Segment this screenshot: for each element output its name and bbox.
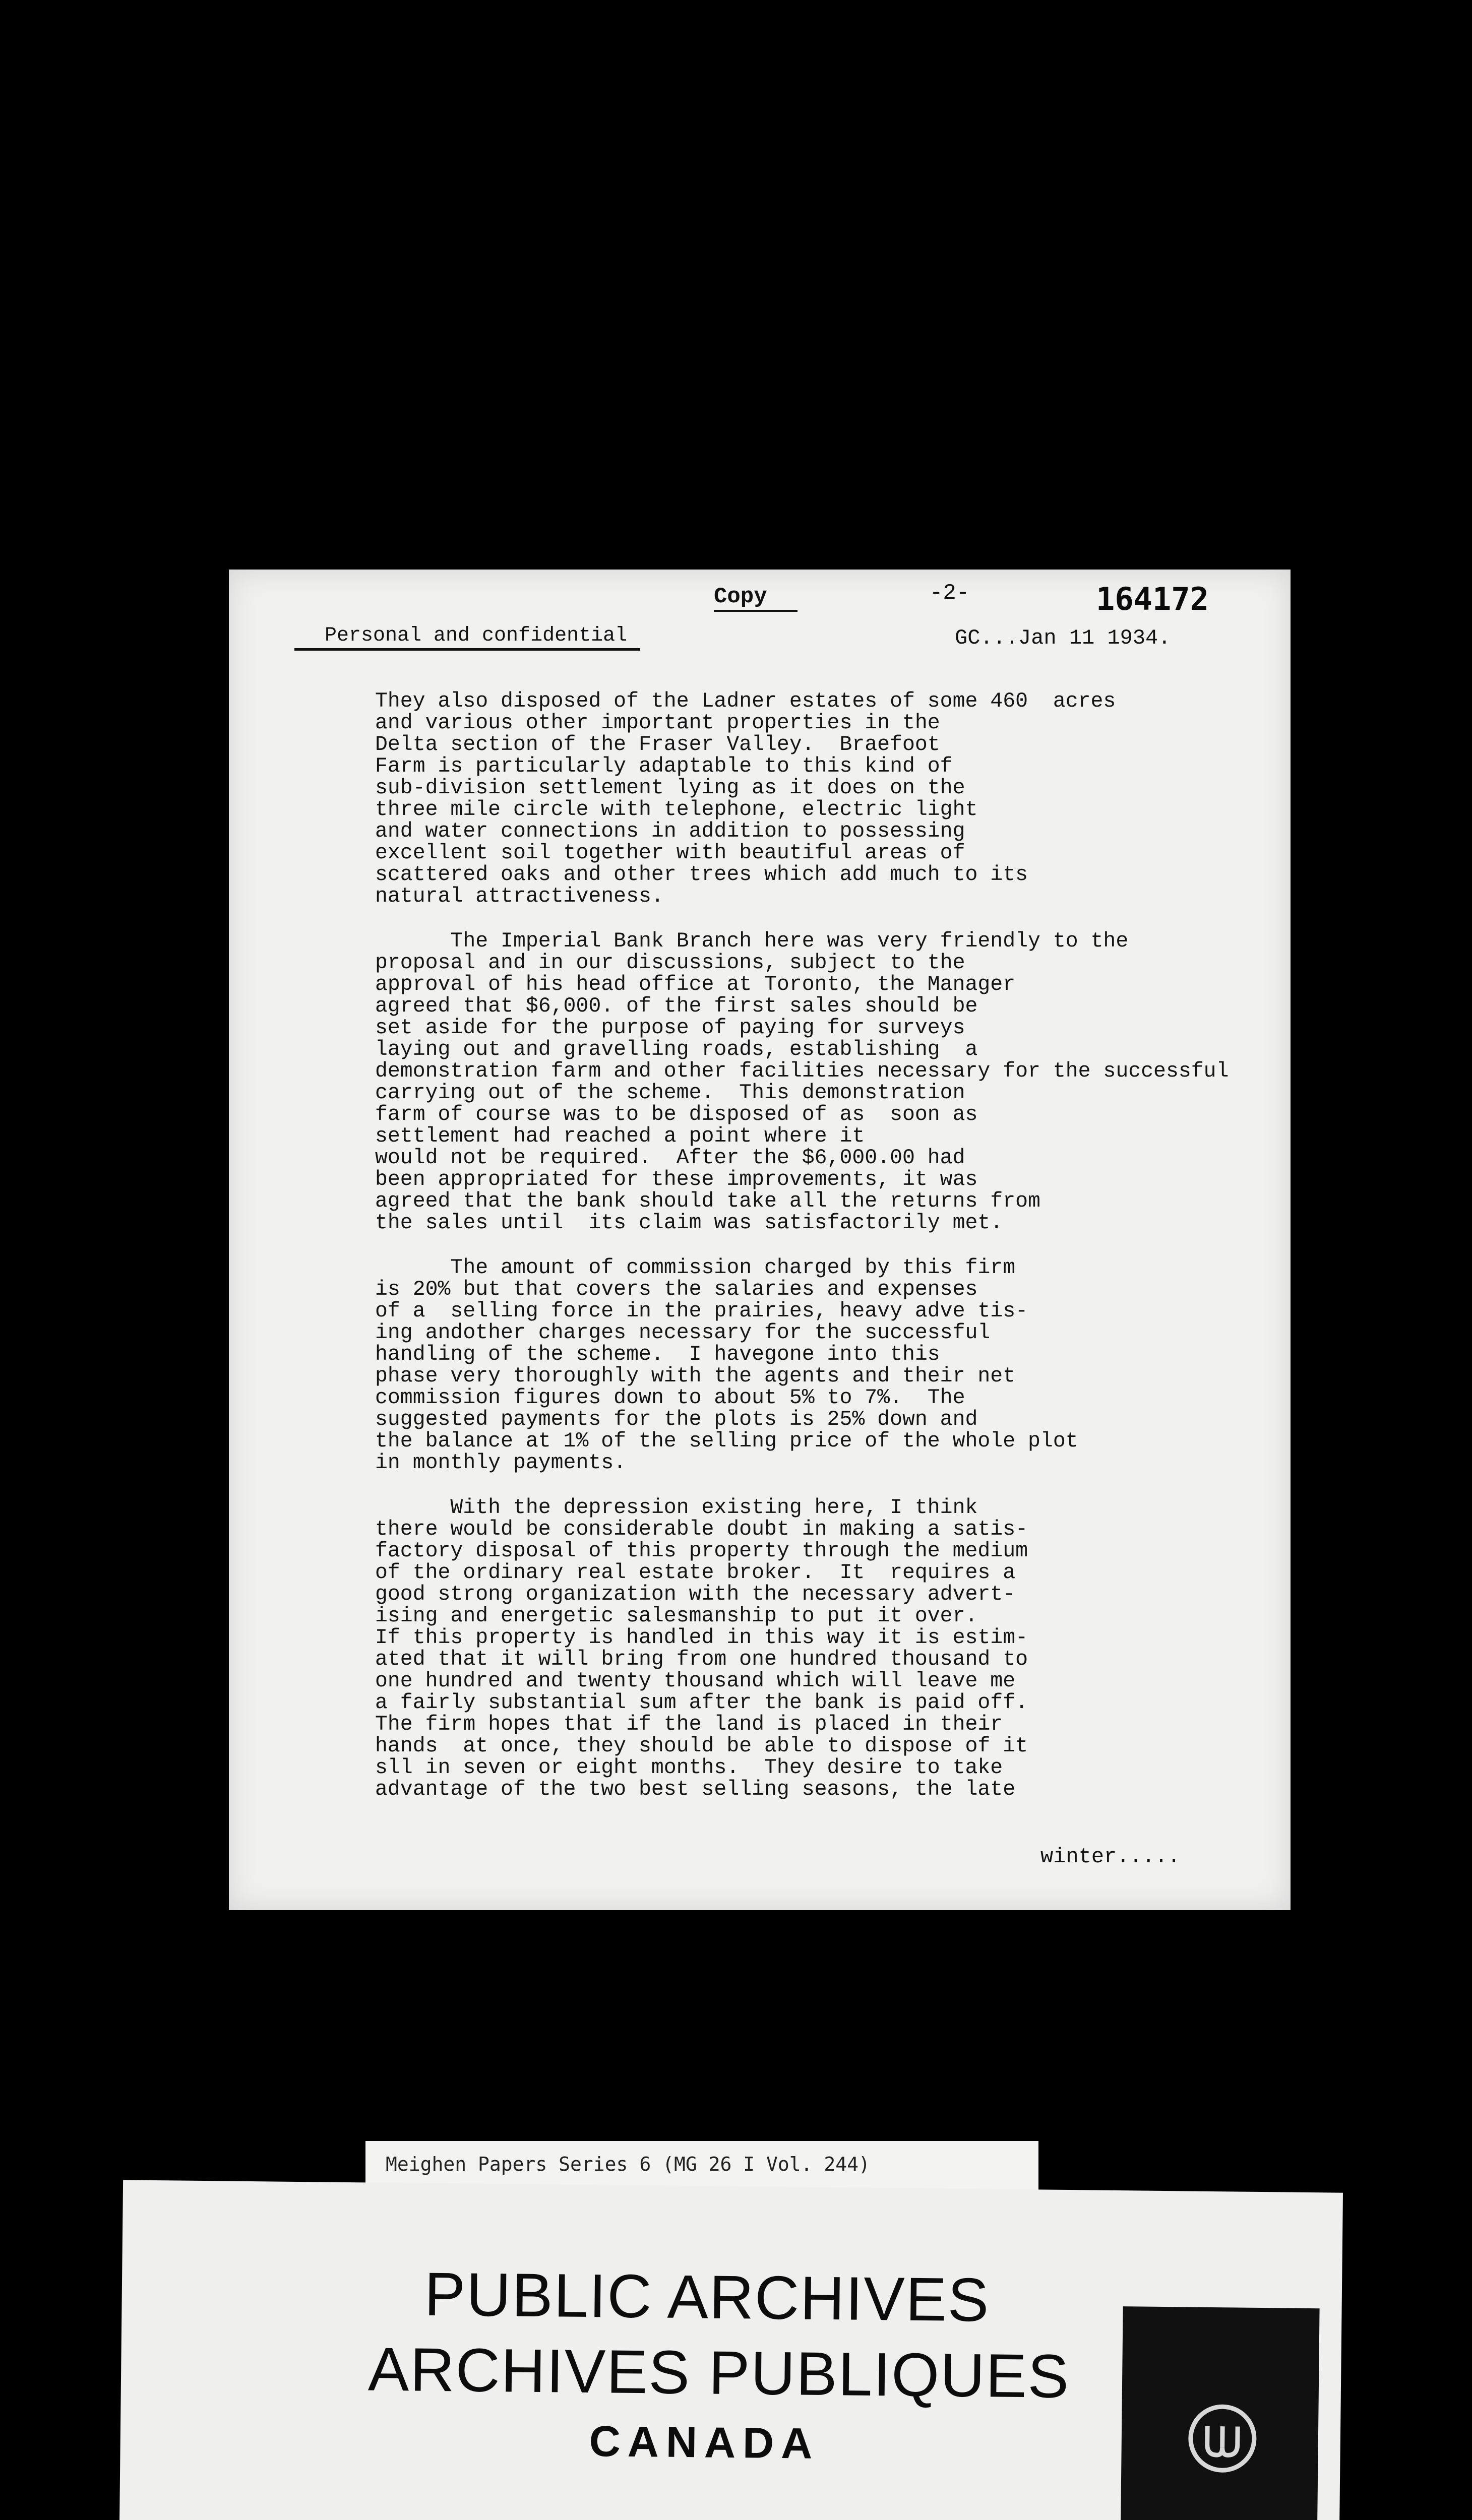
text-line: a fairly substantial sum after the bank is paid off.: [375, 1691, 1028, 1715]
page-number: -2-: [930, 581, 970, 606]
text-line: commission figures down to about 5% to 7%. The: [375, 1386, 965, 1410]
text-line: there would be considerable doubt in making a satis-: [375, 1518, 1028, 1541]
text-line: The Imperial Bank Branch here was very friendly to the: [375, 929, 1129, 953]
text-line: and water connections in addition to possessing: [375, 820, 965, 843]
text-line: natural attractiveness.: [375, 885, 664, 908]
text-line: carrying out of the scheme. This demonstration: [375, 1081, 965, 1105]
text-line: approval of his head office at Toronto, the Manager: [375, 973, 1016, 996]
text-line: ated that it will bring from one hundred thousand to: [375, 1648, 1028, 1671]
text-line: Farm is particularly adaptable to this kind of: [375, 754, 953, 778]
text-line: one hundred and twenty thousand which will leave me: [375, 1669, 1016, 1693]
archives-line-2: ARCHIVES PUBLIQUES: [367, 2335, 1070, 2411]
text-line: agreed that $6,000. of the first sales should be: [375, 994, 978, 1018]
text-line: excellent soil together with beautiful areas of: [375, 841, 965, 865]
copy-label: Copy: [714, 584, 798, 612]
archives-emblem-icon: [1184, 2400, 1261, 2477]
text-line: would not be required. After the $6,000.00 had: [375, 1146, 965, 1170]
text-line: been appropriated for these improvements, it was: [375, 1168, 978, 1191]
text-line: advantage of the two best selling seasons, the late: [375, 1778, 1016, 1801]
text-line: The amount of commission charged by this firm: [375, 1256, 1016, 1280]
archives-line-1: PUBLIC ARCHIVES: [424, 2259, 991, 2335]
text-line: settlement had reached a point where it: [375, 1124, 865, 1148]
letter-body: [375, 690, 1282, 1823]
text-line: laying out and gravelling roads, establishing a: [375, 1038, 978, 1061]
text-line: sll in seven or eight months. They desire to take: [375, 1756, 1003, 1780]
confidential-label: Personal and confidential: [294, 624, 640, 651]
paragraph: [375, 930, 1282, 1234]
text-line: Delta section of the Fraser Valley. Braefoot: [375, 733, 940, 757]
text-line: the balance at 1% of the selling price of the whole plot: [375, 1429, 1078, 1453]
archives-line-3: CANADA: [589, 2417, 820, 2468]
archives-logo-box: [1120, 2306, 1319, 2520]
text-line: farm of course was to be disposed of as soon as: [375, 1103, 978, 1126]
text-line: The firm hopes that if the land is placed in their: [375, 1713, 1003, 1736]
paragraph: [375, 1497, 1282, 1800]
text-line: They also disposed of the Ladner estates of some 460 acres: [375, 689, 1116, 713]
document-number: 164172: [1096, 581, 1209, 617]
text-line: phase very thoroughly with the agents and their net: [375, 1364, 1016, 1388]
text-line: ising and energetic salesmanship to put it over.: [375, 1604, 978, 1628]
text-line: the sales until its claim was satisfactorily met.: [375, 1211, 1003, 1235]
paragraph: [375, 1257, 1282, 1474]
text-line: agreed that the bank should take all the returns from: [375, 1189, 1040, 1213]
text-line: scattered oaks and other trees which add much to its: [375, 863, 1028, 887]
text-line: three mile circle with telephone, electric light: [375, 798, 978, 822]
text-line: in monthly payments.: [375, 1451, 627, 1475]
series-tag-text: Meighen Papers Series 6 (MG 26 I Vol. 244): [386, 2153, 870, 2175]
text-line: hands at once, they should be able to dispose of it: [375, 1734, 1028, 1758]
archives-card: [119, 2180, 1343, 2520]
date-reference: GC...Jan 11 1934.: [955, 626, 1171, 650]
text-line: proposal and in our discussions, subject to the: [375, 951, 965, 975]
text-line: set aside for the purpose of paying for surveys: [375, 1016, 965, 1040]
text-line: If this property is handled in this way it is estim-: [375, 1626, 1028, 1650]
text-line: good strong organization with the necessary advert-: [375, 1583, 1016, 1606]
text-line: factory disposal of this property through the medium: [375, 1539, 1028, 1563]
text-line: demonstration farm and other facilities necessary for the successful: [375, 1059, 1229, 1083]
text-line: suggested payments for the plots is 25% down and: [375, 1408, 978, 1431]
paragraph: [375, 690, 1282, 907]
letter-page: [229, 570, 1291, 1910]
text-line: is 20% but that covers the salaries and expenses: [375, 1278, 978, 1301]
text-line: of the ordinary real estate broker. It requires a: [375, 1561, 1016, 1585]
text-line: With the depression existing here, I think: [375, 1496, 978, 1520]
text-line: sub-division settlement lying as it does on the: [375, 776, 965, 800]
text-line: ing andother charges necessary for the successful: [375, 1321, 991, 1345]
text-line: handling of the scheme. I havegone into this: [375, 1343, 940, 1366]
text-line: of a selling force in the prairies, heavy adve tis-: [375, 1299, 1028, 1323]
continuation-text: winter.....: [1040, 1845, 1181, 1869]
text-line: and various other important properties in the: [375, 711, 940, 735]
